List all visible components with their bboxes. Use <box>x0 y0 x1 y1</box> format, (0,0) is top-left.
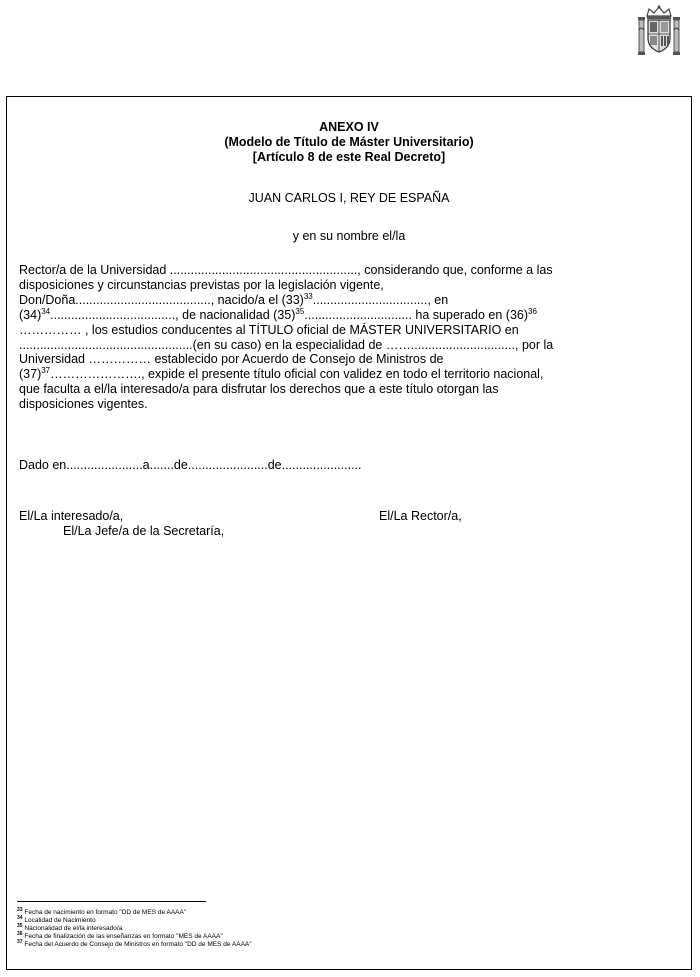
king-heading: JUAN CARLOS I, REY DE ESPAÑA <box>248 191 450 205</box>
certificate-body <box>19 263 681 412</box>
model-subtitle: (Modelo de Título de Máster Universitario) <box>224 135 474 149</box>
on-behalf-line: y en su nombre el/la <box>292 229 406 243</box>
body-line: Rector/a de la Universidad ......................................................, considerando que, conforme a las <box>19 263 553 277</box>
body-line: disposiciones vigentes. <box>19 397 148 412</box>
spain-coat-of-arms-icon <box>637 4 681 58</box>
footnote-ref: 36 <box>528 306 537 316</box>
body-line: Don/Doña......................................., nacido/a el $(33)^{33}$................................., en <box>19 291 449 307</box>
document-frame <box>6 96 692 970</box>
signature-interested: El/La interesado/a, <box>19 509 124 523</box>
footnote-ref: 35 <box>295 306 305 316</box>
footnote: $^{35}$ Nacionalidad de el/la interesado/a <box>17 923 123 933</box>
footnote: $^{33}$ Fecha de nacimiento en formato "DD de MES de AAAA" <box>17 907 187 917</box>
body-line: que faculta a el/la interesado/a para disfrutar los derechos que a este título otorgan las <box>19 382 499 397</box>
body-line: $(37)^{37}\dots\dots\dots\dots\dots\dots\dots$., expide el presente título oficial con validez en todo el territorio nacional, <box>19 366 544 382</box>
footnote: $^{34}$ Localidad de Nacimiento <box>17 915 96 925</box>
annex-title: ANEXO IV <box>319 120 379 134</box>
footnote-ref: 33 <box>303 291 313 301</box>
article-reference: [Artículo 8 de este Real Decreto] <box>252 150 446 164</box>
footnote-divider <box>17 901 206 902</box>
body-line: $(34)^{34}$...................................., de nacionalidad $(35)^{35}$............................... ha superado en $(36)^{36}$ <box>19 306 537 322</box>
footnote: $^{36}$ Fecha de finalización de las enseñanzas en formato "MES de AAAA" <box>17 931 223 941</box>
footnote-ref: 37 <box>41 366 51 376</box>
body-line: ..................................................(en su caso) en la especialidad de …….............................., por la <box>19 337 554 352</box>
body-line: disposiciones y circunstancias previstas por la legislación vigente, <box>19 277 384 292</box>
footnote: $^{37}$ Fecha del Acuerdo de Consejo de Ministros en formato "DD de MES de AAAA" <box>17 939 252 949</box>
dated-line: Dado en......................a.......de.......................de....................... <box>19 458 362 472</box>
footnote-ref: 34 <box>41 306 51 316</box>
signature-secretary: El/La Jefe/a de la Secretaría, <box>63 524 225 538</box>
body-line: …………… , los estudios conducentes al TÍTULO oficial de MÁSTER UNIVERSITARIO en <box>19 322 519 337</box>
signature-rector: El/La Rector/a, <box>379 509 462 523</box>
body-line: Universidad …………… establecido por Acuerdo de Consejo de Ministros de <box>19 352 444 367</box>
